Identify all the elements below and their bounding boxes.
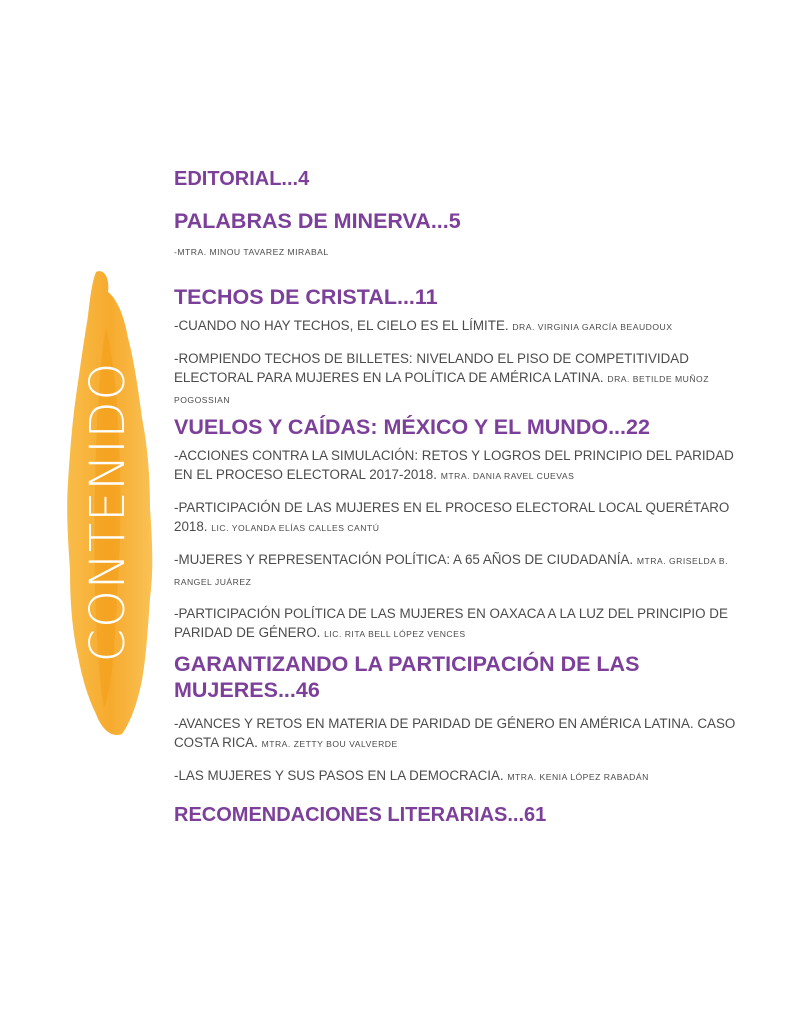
toc-heading: GARANTIZANDO LA PARTICIPACIÓN DE LAS MUJERES...46	[174, 652, 640, 702]
contenido-vertical-title: CONTENIDO	[80, 361, 136, 663]
entry-author: MTRA. ZETTY BOU VALVERDE	[261, 739, 398, 749]
entry-title: -LAS MUJERES Y SUS PASOS EN LA DEMOCRACIA.	[174, 768, 504, 783]
entry-title: -PARTICIPACIÓN DE LAS MUJERES EN EL PROCESO ELECTORAL LOCAL QUERÉTARO 2018.	[174, 499, 730, 534]
entry-author: DRA. VIRGINIA GARCÍA BEAUDOUX	[512, 321, 673, 332]
entry-title: -AVANCES Y RETOS EN MATERIA DE PARIDAD DE GÉNERO EN AMÉRICA LATINA. CASO COSTA RICA.	[174, 716, 736, 750]
toc-heading: EDITORIAL...4	[174, 168, 310, 190]
toc-entry	[174, 604, 754, 644]
toc-heading: TECHOS DE CRISTAL...11	[174, 285, 438, 309]
entry-author: MTRA. DANIA RAVEL CUEVAS	[440, 470, 575, 481]
toc-editorial	[174, 167, 754, 191]
toc-recomendaciones	[174, 803, 754, 827]
entry-author: DRA. BETILDE MUÑOZ POGOSSIAN	[174, 373, 709, 405]
entry-author: MTRA. KENIA LÓPEZ RABADÁN	[507, 772, 649, 782]
entry-title: -ROMPIENDO TECHOS DE BILLETES: NIVELANDO EL PISO DE COMPETITIVIDAD ELECTORAL PARA MUJERES EN LA POLÍTICA DE AMÉRICA LATINA.	[174, 350, 689, 385]
toc-entry	[174, 498, 754, 538]
entry-author: LIC. YOLANDA ELÍAS CALLES CANTÚ	[211, 522, 380, 533]
entry-author: MTRA. GRISELDA B. RANGEL JUÁREZ	[174, 555, 728, 587]
entry-title: -ACCIONES CONTRA LA SIMULACIÓN: RETOS Y LOGROS DEL PRINCIPIO DEL PARIDAD EN EL PROCESO ELECTORAL 2017-2018.	[174, 447, 734, 482]
toc-heading: RECOMENDACIONES LITERARIAS...61	[174, 804, 547, 826]
toc-entry	[174, 316, 754, 337]
toc-heading: PALABRAS DE MINERVA...5	[174, 209, 461, 233]
toc-entry	[174, 446, 754, 486]
toc-techos-de-cristal	[174, 285, 754, 410]
toc-entry	[174, 766, 754, 787]
entry-author: -MTRA. MINOU TAVAREZ MIRABAL	[174, 246, 329, 257]
toc-entry	[174, 714, 754, 754]
toc-palabras-de-minerva	[174, 209, 754, 262]
entry-title: -MUJERES Y REPRESENTACIÓN POLÍTICA: A 65 AÑOS DE CIUDADANÍA.	[174, 551, 634, 567]
entry-title: -CUANDO NO HAY TECHOS, EL CIELO ES EL LÍMITE.	[174, 317, 509, 333]
toc-vuelos-y-caidas	[174, 415, 754, 644]
toc-garantizando	[174, 652, 694, 704]
toc-entry	[174, 349, 754, 410]
entry-title: -PARTICIPACIÓN POLÍTICA DE LAS MUJERES EN OAXACA A LA LUZ DEL PRINCIPIO DE PARIDAD DE GÉNERO.	[174, 605, 728, 640]
toc-heading: VUELOS Y CAÍDAS: MÉXICO Y EL MUNDO...22	[174, 415, 650, 439]
toc-garantizando-entries	[174, 714, 754, 787]
entry-author: LIC. RITA BELL LÓPEZ VENCES	[324, 628, 466, 639]
toc-entry	[174, 550, 754, 592]
